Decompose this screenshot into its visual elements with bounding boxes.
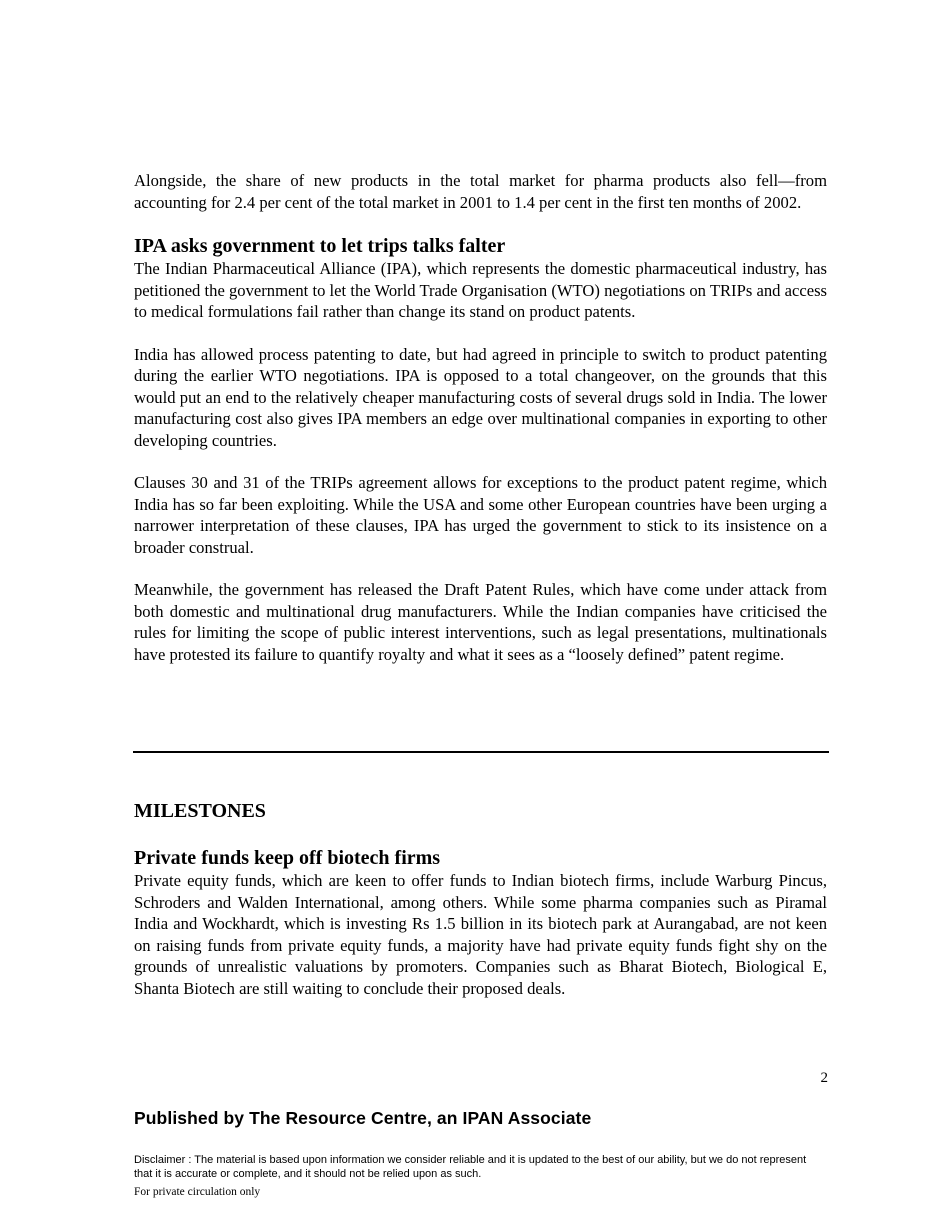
biotech-paragraph: Private equity funds, which are keen to offer funds to Indian biotech firms, include Warburg Pincus, Schroders and Walden International, among others. While some pharma companies such as Piramal India and Wockhardt, which is investing Rs 1.5 billion in its biotech park at Aurangabad, are not keen on raising funds from private equity funds, a majority have had private equity funds fight shy on the grounds of unrealistic valuations by promoters. Companies such as Bharat Biotech, Biological E, Shanta Biotech are still waiting to conclude their proposed deals.: [134, 871, 827, 998]
biotech-article: [134, 846, 827, 999]
spacer: [134, 451, 827, 472]
ipa-paragraph-4: Meanwhile, the government has released the Draft Patent Rules, which have come under attack from both domestic and multinational drug manufacturers. While the Indian companies have criticised the rules for limiting the scope of public interest interventions, such as legal presentations, multinationals have protested its failure to quantify royalty and what it sees as a “loosely defined” patent regime.: [134, 580, 827, 664]
ipa-paragraph-3: Clauses 30 and 31 of the TRIPs agreement allows for exceptions to the product patent regime, which India has so far been exploiting. While the USA and some other European countries have been urging a narrower interpretation of these clauses, IPA has urged the government to stick to its insistence on a broader construal.: [134, 473, 827, 557]
biotech-headline: Private funds keep off biotech firms: [134, 847, 441, 869]
disclaimer-text: Disclaimer : The material is based upon information we consider reliable and it is updated to the best of our ability, but we do not represent that it is accurate or complete, and it should not be relied upon as such.: [134, 1154, 807, 1180]
ipa-headline: IPA asks government to let trips talks falter: [134, 235, 506, 257]
ipa-paragraph-2: India has allowed process patenting to date, but had agreed in principle to switch to product patenting during the earlier WTO negotiations. IPA is opposed to a total changeover, on the grounds that this would put an end to the relatively cheaper manufacturing costs of several drugs sold in India. The lower manufacturing cost also gives IPA members an edge over multinational companies in exporting to other developing countries.: [134, 344, 827, 450]
section-divider: [133, 751, 829, 753]
page-number: 2: [820, 1070, 828, 1086]
spacer: [134, 213, 827, 234]
circulation-note: For private circulation only: [134, 1186, 261, 1198]
section-title: MILESTONES: [134, 800, 266, 822]
publisher-line: Published by The Resource Centre, an IPAN Associate: [134, 1108, 592, 1128]
spacer: [134, 323, 827, 344]
spacer: [134, 558, 827, 579]
intro-paragraph: Alongside, the share of new products in the total market for pharma products also fell—from accounting for 2.4 per cent of the total market in 2001 to 1.4 per cent in the first ten months of 2002.: [134, 171, 827, 212]
ipa-paragraph-1: The Indian Pharmaceutical Alliance (IPA), which represents the domestic pharmaceutical industry, has petitioned the government to let the World Trade Organisation (WTO) negotiations on TRIPs and access to medical formulations fail rather than change its stand on product patents.: [134, 259, 827, 321]
first-column: [134, 170, 827, 665]
